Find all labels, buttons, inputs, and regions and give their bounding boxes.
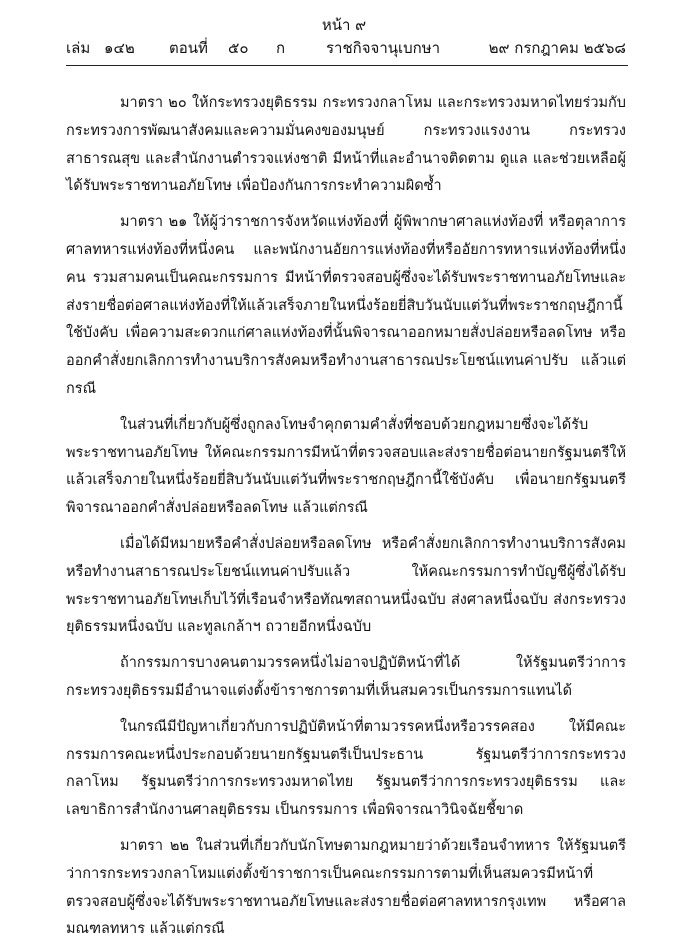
section-number: ๕๐	[228, 39, 249, 57]
volume-number: ๑๔๒	[104, 39, 135, 57]
paragraph-section-21-clause-4: ถ้ากรรมการบางคนตามวรรคหนึ่งไม่อาจปฏิบัติหน้าที่ได้ ให้รัฐมนตรีว่าการกระทรวงยุติธรรมมีอำนาจแต่งตั้งข้าราชการตามที่เห็นสมควรเป็นกรรมการแทนได้	[66, 655, 626, 699]
paragraph-section-21-clause-5: ในกรณีมีปัญหาเกี่ยวกับการปฏิบัติหน้าที่ตามวรรคหนึ่งหรือวรรคสอง ให้มีคณะกรรมการคณะหนึ่งประกอบด้วยนายกรัฐมนตรีเป็นประธาน รัฐมนตรีว่าการกระทรวงกลาโหม รัฐมนตรีว่าการกระทรวงมหาดไทย รัฐมนตรีว่าการกระทรวงยุติธรรม และเลขาธิการสำนักงานศาลยุติธรรม เป็นกรรมการ เพื่อพิจารณาวินิจฉัยชี้ขาด	[66, 718, 626, 819]
section-letter: ก	[276, 39, 286, 57]
paragraph-section-21-clause-3: เมื่อได้มีหมายหรือคำสั่งปล่อยหรือลดโทษ หรือคำสั่งยกเลิกการทำงานบริการสังคมหรือทำงานสาธารณประโยชน์แทนค่าปรับแล้ว ให้คณะกรรมการทำบัญชีผู้ซึ่งได้รับพระราชทานอภัยโทษเก็บไว้ที่เรือนจำหรือทัณฑสถานหนึ่งฉบับ ส่งศาลหนึ่งฉบับ ส่งกระทรวงยุติธรรมหนึ่งฉบับ และทูลเกล้าฯ ถวายอีกหนึ่งฉบับ	[66, 535, 626, 636]
volume-label: เล่ม	[66, 39, 91, 57]
paragraph-section-22: มาตรา ๒๒ ในส่วนที่เกี่ยวกับนักโทษตามกฎหมายว่าด้วยเรือนจำทหาร ให้รัฐมนตรีว่าการกระทรวงกลาโหมแต่งตั้งข้าราชการเป็นคณะกรรมการตามที่เห็นสมควรมีหน้าที่ตรวจสอบผู้ซึ่งจะได้รับพระราชทานอภัยโทษและส่งรายชื่อต่อศาลทหารกรุงเทพ หรือศาลมณฑลทหาร แล้วแต่กรณี	[66, 837, 626, 938]
section-label: ตอนที่	[169, 39, 208, 57]
paragraph-section-20: มาตรา ๒๐ ให้กระทรวงยุติธรรม กระทรวงกลาโหม และกระทรวงมหาดไทยร่วมกับกระทรวงการพัฒนาสังคมและความมั่นคงของมนุษย์ กระทรวงแรงงาน กระทรวงสาธารณสุข และสำนักงานตำรวจแห่งชาติ มีหน้าที่และอำนาจติดตาม ดูแล และช่วยเหลือผู้ได้รับพระราชทานอภัยโทษ เพื่อป้องกันการกระทำความผิดซ้ำ	[66, 95, 626, 195]
gazette-name: ราชกิจจานุเบกษา	[326, 39, 441, 57]
publication-date: ๒๙ กรกฎาคม ๒๕๖๘	[488, 39, 626, 57]
header-divider	[66, 65, 628, 66]
page-number: หน้า ๙	[321, 16, 367, 34]
paragraph-section-21: มาตรา ๒๑ ให้ผู้ว่าราชการจังหวัดแห่งท้องที่ ผู้พิพากษาศาลแห่งท้องที่ หรือตุลาการศาลทหารแห่งท้องที่หนึ่งคน และพนักงานอัยการแห่งท้องที่หรืออัยการทหารแห่งท้องที่หนึ่งคน รวมสามคนเป็นคณะกรรมการ มีหน้าที่ตรวจสอบผู้ซึ่งจะได้รับพระราชทานอภัยโทษและส่งรายชื่อต่อศาลแห่งท้องที่ให้แล้วเสร็จภายในหนึ่งร้อยยี่สิบวันนับแต่วันที่พระราชกฤษฎีกานี้ใช้บังคับ เพื่อความสะดวกแก่ศาลแห่งท้องที่นั้นพิจารณาออกหมายสั่งปล่อยหรือลดโทษ หรือออกคำสั่งยกเลิกการทำงานบริการสังคมหรือทำงานสาธารณประโยชน์แทนค่าปรับ แล้วแต่กรณี	[66, 214, 626, 397]
gazette-running-header	[66, 37, 626, 59]
document-body	[66, 90, 626, 938]
paragraph-section-21-clause-2: ในส่วนที่เกี่ยวกับผู้ซึ่งถูกลงโทษจำคุกตามคำสั่งที่ชอบด้วยกฎหมายซึ่งจะได้รับพระราชทานอภัยโทษ ให้คณะกรรมการมีหน้าที่ตรวจสอบและส่งรายชื่อต่อนายกรัฐมนตรีให้แล้วเสร็จภายในหนึ่งร้อยยี่สิบวันนับแต่วันที่พระราชกฤษฎีกานี้ใช้บังคับ เพื่อนายกรัฐมนตรีพิจารณาออกคำสั่งปล่อยหรือลดโทษ แล้วแต่กรณี	[66, 416, 626, 517]
